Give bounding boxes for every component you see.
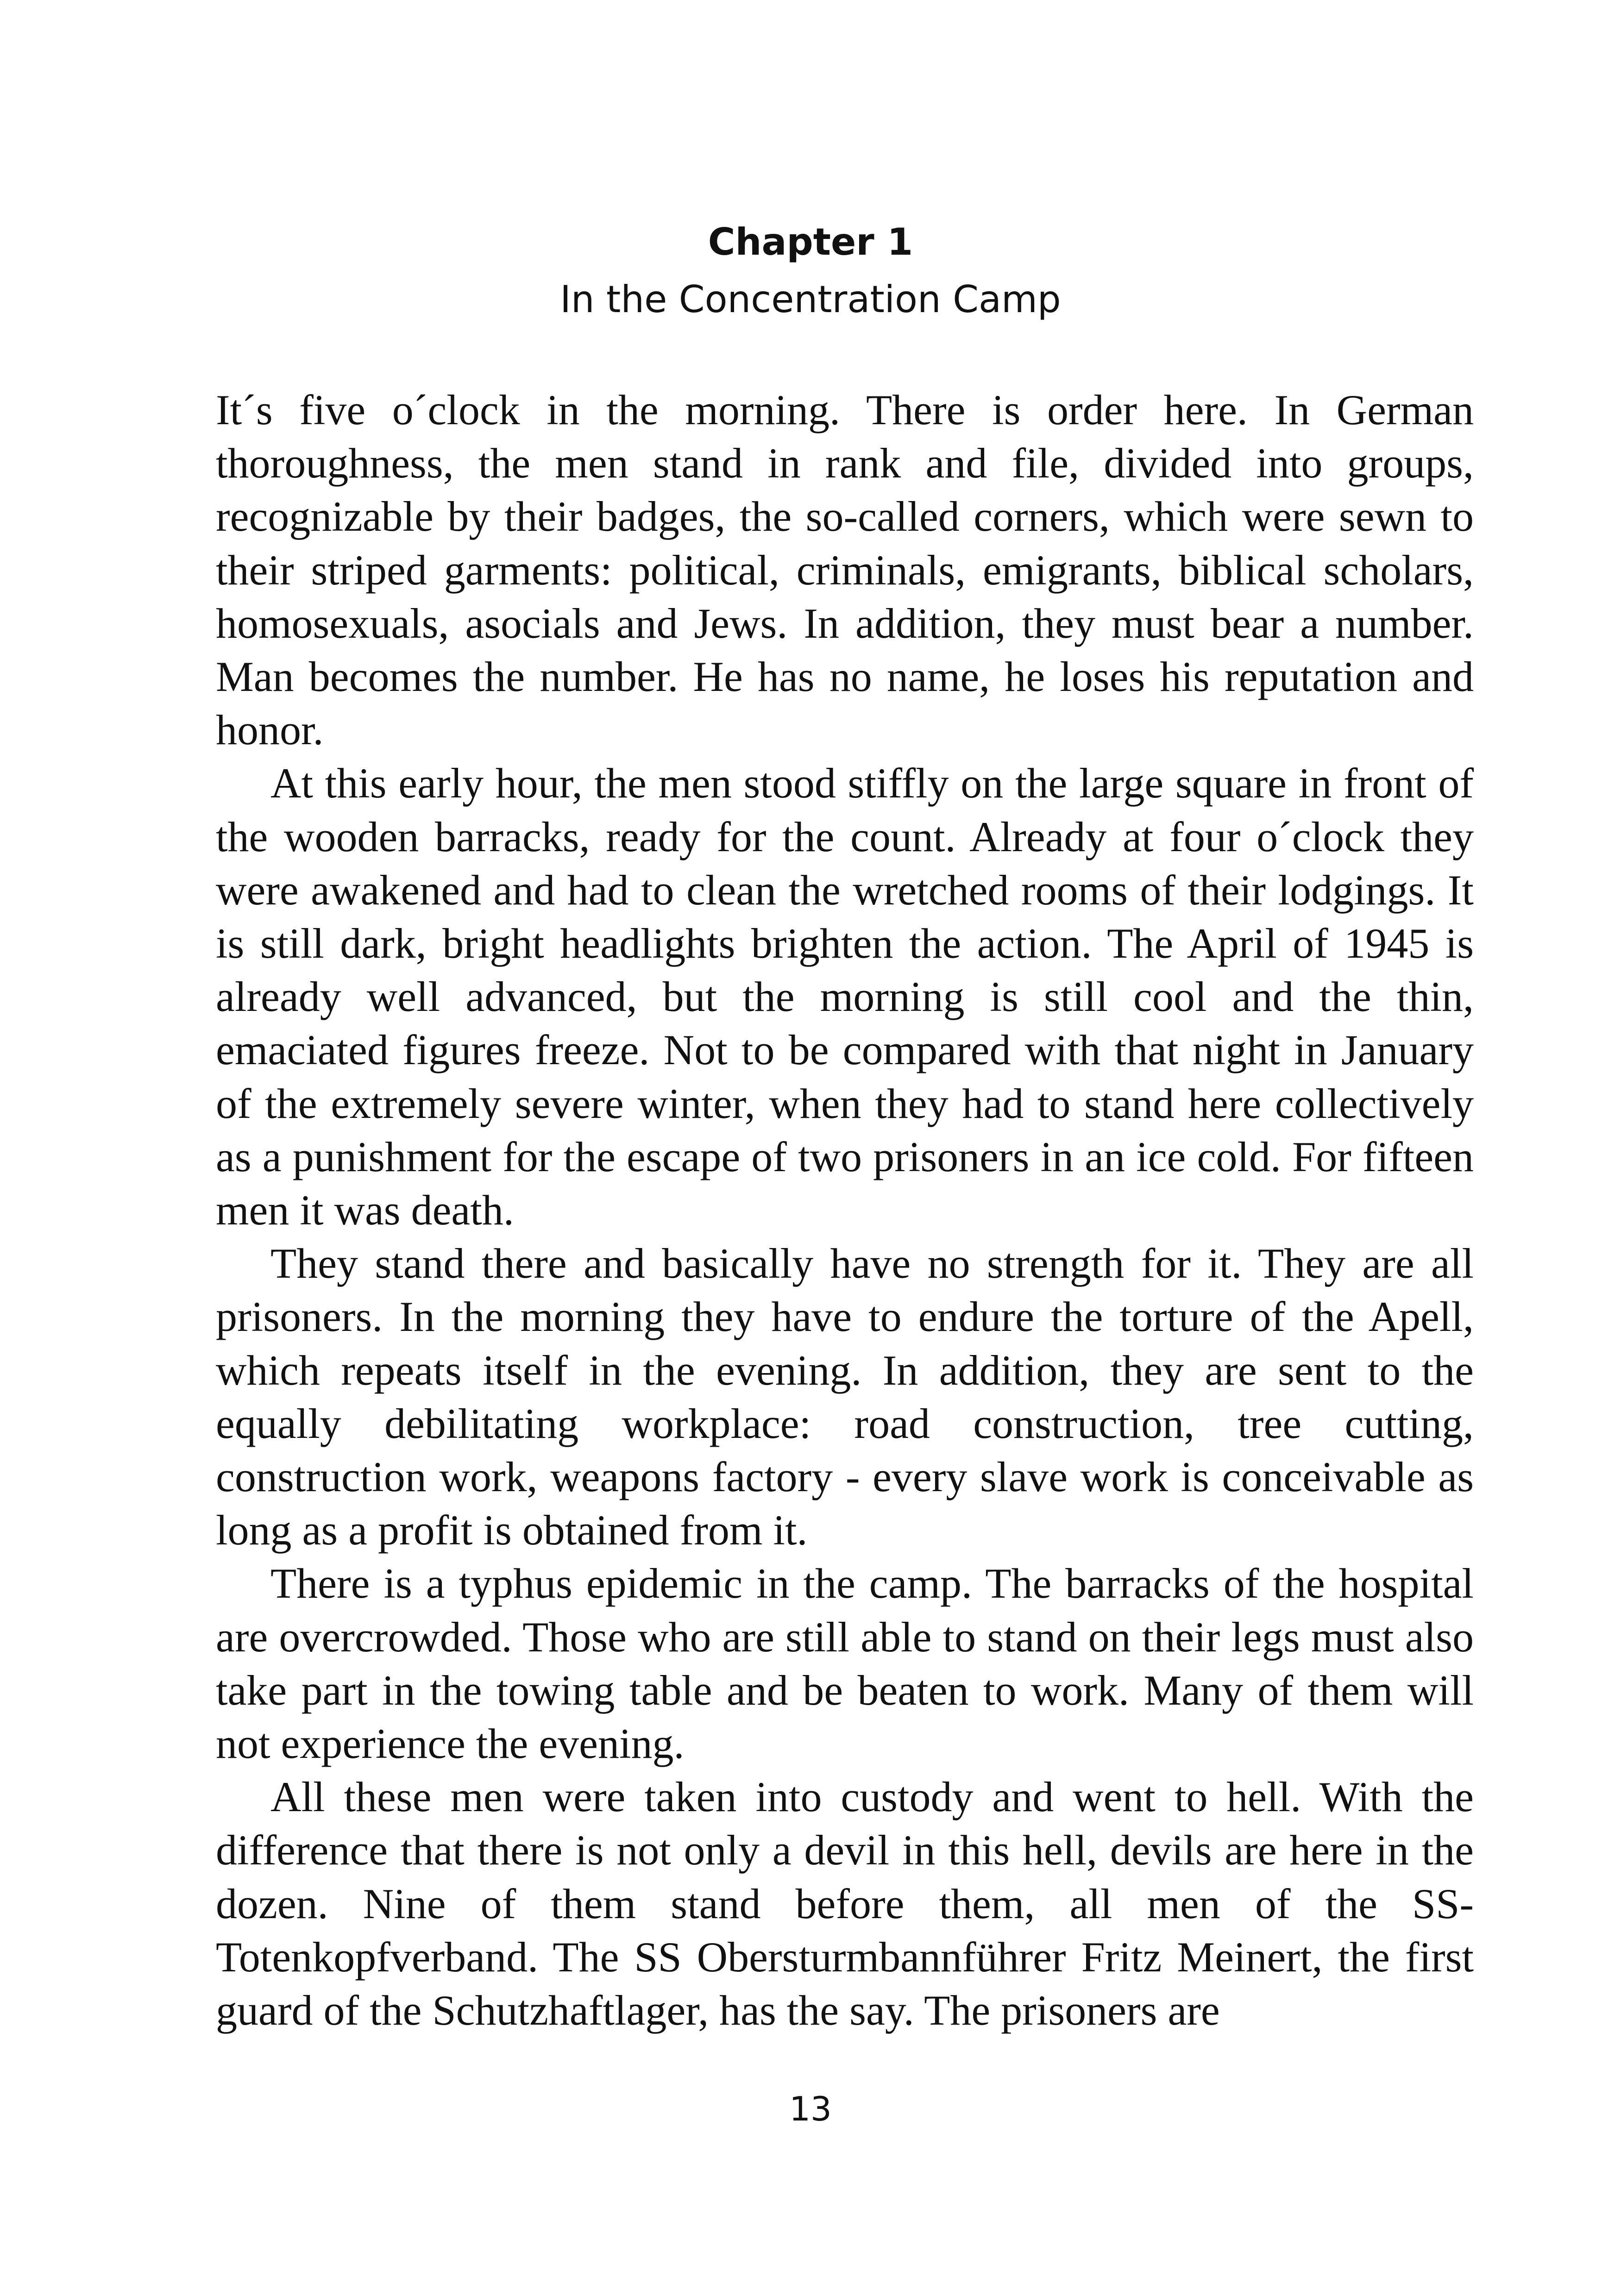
chapter-title: In the Concentration Camp (560, 278, 1061, 321)
paragraph-3: They stand there and basically have no strength for it. They are all prisoners. In the morning they have to endure the torture of the Apell, which repeats itself in the evening. In addition, they are sent to the equally debilitating workplace: road construction, tree cutting, construction work, weapons factory - every slave work is conceivable as long as a profit is obtained from it. (216, 1240, 1474, 1554)
paragraph-2: At this early hour, the men stood stiffly on the large square in front of the wooden barracks, ready for the count. Already at four o´clock they were awakened and had to clean the wretched rooms of their lodgings. It is still dark, bright headlights brighten the action. The April of 1945 is already well advanced, but the morning is still cool and the thin, emaciated figures freeze. Not to be compared with that night in January of the extremely severe winter, when they had to stand here collectively as a punishment for the escape of two prisoners in an ice cold. For fifteen men it was death. (216, 759, 1474, 1234)
page-number: 13 (789, 2089, 832, 2128)
paragraph-5: All these men were taken into custody and went to hell. With the difference that there is not only a devil in this hell, devils are here in the dozen. Nine of them stand before them, all men of the SS-Totenkopfverband. The SS Obersturmbannführer Fritz Meinert, the first guard of the Schutzhaftlager, has the say. The prisoners are (216, 1773, 1474, 2034)
paragraph-1: It´s five o´clock in the morning. There is order here. In German thoroughness, the men stand in rank and file, divided into groups, recognizable by their badges, the so-called corners, which were sewn to their striped garments: political, criminals, emigrants, biblical scholars, homosexuals, asocials and Jews. In addition, they must bear a number. Man becomes the number. He has no name, he loses his reputation and honor. (216, 386, 1474, 754)
chapter-body (216, 383, 1474, 2037)
chapter-number: Chapter 1 (708, 220, 913, 263)
paragraph-4: There is a typhus epidemic in the camp. The barracks of the hospital are overcrowded. Those who are still able to stand on their legs must also take part in the towing table and be beaten to work. Many of them will not experience the evening. (216, 1560, 1474, 1768)
